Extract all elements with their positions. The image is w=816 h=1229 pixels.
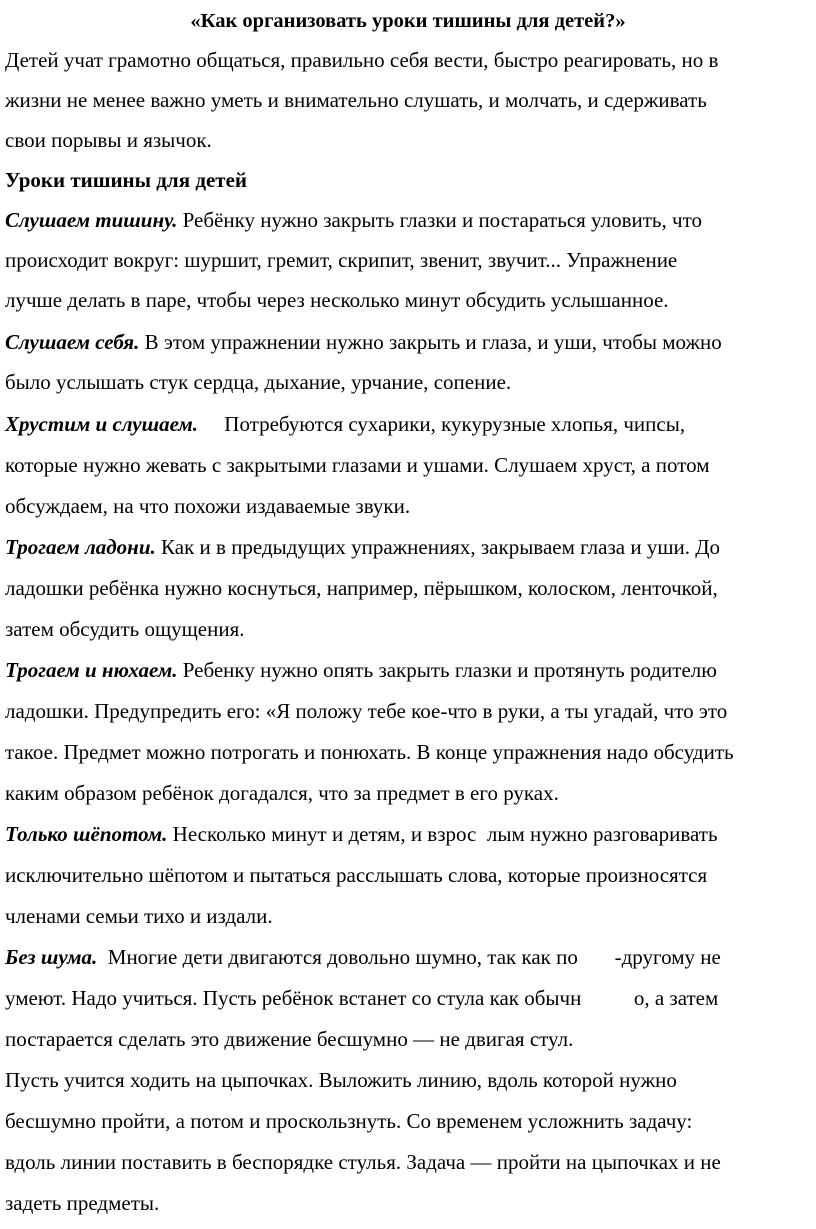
exercise-text: Потребуются сухарики, кукурузные хлопья, чипсы, — [198, 412, 686, 436]
exercise-text: Ребёнку нужно закрыть глазки и постараться уловить, что — [177, 208, 702, 232]
exercise-line: лучше делать в паре, чтобы через несколько минут обсудить услышанное. — [5, 288, 669, 312]
exercise-text: Многие дети двигаются довольно шумно, так как по -другому не — [97, 945, 721, 969]
exercise-term: Только шёпотом. — [5, 822, 168, 846]
exercise-term: Слушаем тишину. — [5, 208, 178, 232]
exercise-line: было услышать стук сердца, дыхание, урчание, сопение. — [5, 370, 512, 394]
exercise-line: ладошки ребёнка нужно коснуться, например, пёрышком, колоском, ленточкой, — [5, 576, 718, 600]
closing-line: бесшумно пройти, а потом и проскользнуть. Со временем усложнить задачу: — [5, 1109, 693, 1133]
closing-line: задеть предметы. — [5, 1191, 160, 1215]
closing-line: Пусть учится ходить на цыпочках. Выложить линию, вдоль которой нужно — [5, 1068, 677, 1092]
exercise-term: Трогаем ладони. — [5, 535, 156, 559]
exercise-term: Трогаем и нюхаем. — [5, 658, 178, 682]
page-title: «Как организовать уроки тишины для детей?» — [190, 10, 626, 32]
intro-line: свои порывы и язычок. — [5, 128, 212, 152]
exercise-term: Хрустим и слушаем. — [5, 412, 199, 436]
exercise-term: Без шума. — [5, 945, 98, 969]
section-heading: Уроки тишины для детей — [5, 168, 248, 192]
exercise-line: происходит вокруг: шуршит, гремит, скрипит, звенит, звучит... Упражнение — [5, 248, 678, 272]
intro-line: Детей учат грамотно общаться, правильно себя вести, быстро реагировать, но в — [5, 48, 719, 72]
intro-line: жизни не менее важно уметь и внимательно слушать, и молчать, и сдерживать — [5, 88, 707, 112]
exercise-line: обсуждаем, на что похожи издаваемые звуки. — [5, 494, 411, 518]
exercise-line — [5, 821, 718, 847]
exercise-line: которые нужно жевать с закрытыми глазами и ушами. Слушаем хруст, а потом — [5, 453, 710, 477]
exercise-line: членами семьи тихо и издали. — [5, 904, 273, 928]
exercise-line — [5, 944, 721, 970]
exercise-line: каким образом ребёнок догадался, что за предмет в его руках. — [5, 781, 559, 805]
exercise-line — [5, 534, 720, 560]
exercise-line: такое. Предмет можно потрогать и понюхать. В конце упражнения надо обсудить — [5, 740, 734, 764]
exercise-line — [5, 657, 717, 683]
exercise-line: затем обсудить ощущения. — [5, 617, 245, 641]
exercise-line: умеют. Надо учиться. Пусть ребёнок встанет со стула как обычн о, а затем — [5, 986, 719, 1010]
exercise-line — [5, 329, 722, 355]
exercise-text: В этом упражнении нужно закрыть и глаза, и уши, чтобы можно — [139, 330, 722, 354]
exercise-term: Слушаем себя. — [5, 330, 140, 354]
exercise-line — [5, 207, 702, 233]
exercise-text: Как и в предыдущих упражнениях, закрываем глаза и уши. До — [155, 535, 721, 559]
exercise-line: ладошки. Предупредить его: «Я положу тебе кое-что в руки, а ты угадай, что это — [5, 699, 728, 723]
exercise-text: Несколько минут и детям, и взрос лым нужно разговаривать — [167, 822, 718, 846]
exercise-line: постарается сделать это движение бесшумно — не двигая стул. — [5, 1027, 574, 1051]
exercise-text: Ребенку нужно опять закрыть глазки и протянуть родителю — [177, 658, 717, 682]
closing-line: вдоль линии поставить в беспорядке стулья. Задача — пройти на цыпочках и не — [5, 1150, 721, 1174]
exercise-line: исключительно шёпотом и пытаться расслышать слова, которые произносятся — [5, 863, 708, 887]
exercise-line — [5, 411, 685, 437]
